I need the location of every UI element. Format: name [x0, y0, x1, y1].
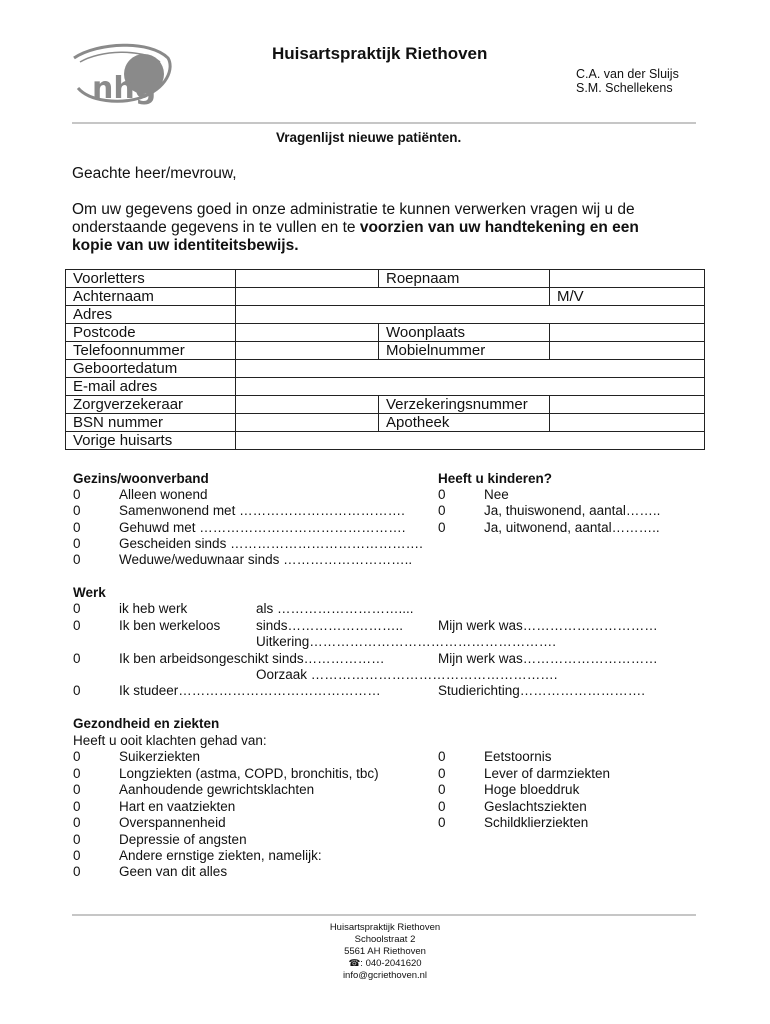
kinderen-marker-2[interactable]: 0 [438, 520, 446, 535]
kinderen-option-1: Ja, thuiswonend, aantal…….. [484, 503, 661, 518]
ziekte-right-marker-0[interactable]: 0 [438, 749, 446, 764]
label-verzekeringsnummer: Verzekeringsnummer [379, 396, 550, 414]
kinderen-option-2: Ja, uitwonend, aantal……….. [484, 520, 660, 535]
form-title: Vragenlijst nieuwe patiënten. [276, 130, 462, 145]
field-achternaam[interactable] [236, 288, 550, 306]
label-postcode: Postcode [66, 324, 236, 342]
label-achternaam: Achternaam [66, 288, 236, 306]
gezin-option-1: Samenwonend met ………………………………. [119, 503, 405, 518]
field-email[interactable] [236, 378, 705, 396]
werk-marker-1[interactable]: 0 [73, 601, 81, 616]
werk-option-heb-werk: ik heb werk [119, 601, 188, 616]
row-vorige-huisarts [66, 432, 705, 450]
footer-street: Schoolstraat 2 [354, 934, 416, 945]
footer-practice-name: Huisartspraktijk Riethoven [329, 922, 441, 933]
field-apotheek[interactable] [550, 414, 705, 432]
field-geboortedatum[interactable] [236, 360, 705, 378]
werk-oorzaak-field[interactable]: Oorzaak ………………………………………………. [256, 667, 558, 682]
ziekte-option-2: Aanhoudende gewrichtsklachten [119, 782, 315, 797]
ziekte-right-marker-1[interactable]: 0 [438, 766, 446, 781]
field-telefoon[interactable] [236, 342, 379, 360]
nhg-logo [70, 40, 174, 110]
greeting: Geachte heer/mevrouw, [72, 165, 237, 182]
ziekte-right-marker-2[interactable]: 0 [438, 782, 446, 797]
row-achternaam [66, 288, 705, 306]
gezin-marker-3[interactable]: 0 [73, 536, 81, 551]
label-geboortedatum: Geboortedatum [66, 360, 236, 378]
werk-studierichting-field[interactable]: Studierichting………………………. [438, 683, 646, 698]
patient-details-table [65, 269, 705, 450]
kinderen-option-0: Nee [484, 487, 509, 502]
gezin-option-0: Alleen wonend [119, 487, 208, 502]
werk-mijn-werk-was-2[interactable]: Mijn werk was………………………… [438, 651, 658, 666]
label-telefoon: Telefoonnummer [66, 342, 236, 360]
werk-als-field[interactable]: als ……………………….... [256, 601, 414, 616]
field-vorige-huisarts[interactable] [236, 432, 705, 450]
ziekte-option-6: Andere ernstige ziekten, namelijk: [119, 848, 322, 863]
werk-marker-2[interactable]: 0 [73, 618, 81, 633]
row-email [66, 378, 705, 396]
field-adres[interactable] [236, 306, 705, 324]
werk-marker-3[interactable]: 0 [73, 651, 81, 666]
ziekte-marker-5[interactable]: 0 [73, 832, 81, 847]
row-postcode [66, 324, 705, 342]
werk-option-studeer: Ik studeer……………………………………… [119, 683, 381, 698]
label-roepnaam: Roepnaam [379, 270, 550, 288]
label-bsn: BSN nummer [66, 414, 236, 432]
field-roepnaam[interactable] [550, 270, 705, 288]
ziekte-option-0: Suikerziekten [119, 749, 201, 764]
phone-icon: ☎ [348, 958, 361, 969]
ziekte-option-5: Depressie of angsten [119, 832, 247, 847]
label-email: E-mail adres [66, 378, 236, 396]
ziekte-marker-7[interactable]: 0 [73, 864, 81, 879]
ziekte-option-3: Hart en vaatziekten [119, 799, 236, 814]
field-zorgverzekeraar[interactable] [236, 396, 379, 414]
footer-email[interactable]: info@gcriethoven.nl [342, 970, 428, 981]
gezin-option-4: Weduwe/weduwnaar sinds ……………………….. [119, 552, 413, 567]
row-adres [66, 306, 705, 324]
werk-werkeloos-sinds-field[interactable]: sinds…………………….. [256, 618, 404, 633]
gezondheid-heading: Gezondheid en ziekten [73, 716, 220, 731]
ziekte-option-7: Geen van dit alles [119, 864, 228, 879]
row-telefoon [66, 342, 705, 360]
ziekte-right-marker-3[interactable]: 0 [438, 799, 446, 814]
ziekte-marker-0[interactable]: 0 [73, 749, 81, 764]
row-bsn [66, 414, 705, 432]
field-verzekeringsnummer[interactable] [550, 396, 705, 414]
ziekte-option-1: Longziekten (astma, COPD, bronchitis, tbc) [119, 766, 379, 781]
werk-option-arbeidsongeschikt: Ik ben arbeidsongeschikt sinds……………… [119, 651, 385, 666]
ziekte-marker-1[interactable]: 0 [73, 766, 81, 781]
row-zorgverzekeraar [66, 396, 705, 414]
doctor-name-1: C.A. van der Sluijs [576, 67, 679, 81]
logo-text: nhg [92, 71, 157, 106]
label-voorletters: Voorletters [66, 270, 236, 288]
kinderen-marker-0[interactable]: 0 [438, 487, 446, 502]
werk-marker-4[interactable]: 0 [73, 683, 81, 698]
footer-city: 5561 AH Riethoven [344, 946, 426, 957]
ziekte-right-marker-4[interactable]: 0 [438, 815, 446, 830]
werk-option-werkeloos: Ik ben werkeloos [119, 618, 221, 633]
ziekte-marker-2[interactable]: 0 [73, 782, 81, 797]
ziekte-marker-6[interactable]: 0 [73, 848, 81, 863]
gezin-marker-1[interactable]: 0 [73, 503, 81, 518]
ziekte-option-4: Overspannenheid [119, 815, 226, 830]
ziekte-right-option-1: Lever of darmziekten [484, 766, 611, 781]
label-zorgverzekeraar: Zorgverzekeraar [66, 396, 236, 414]
footer-phone: 040-2041620 [365, 958, 422, 969]
kinderen-marker-1[interactable]: 0 [438, 503, 446, 518]
label-woonplaats: Woonplaats [379, 324, 550, 342]
gezin-marker-4[interactable]: 0 [73, 552, 81, 567]
practice-title: Huisartspraktijk Riethoven [272, 44, 488, 63]
label-apotheek: Apotheek [379, 414, 550, 432]
label-adres: Adres [66, 306, 236, 324]
field-voorletters[interactable] [236, 270, 379, 288]
werk-uitkering-field[interactable]: Uitkering………………………………………………. [256, 634, 557, 649]
row-voorletters [66, 270, 705, 288]
gezin-option-3: Gescheiden sinds ……………………………………. [119, 536, 423, 551]
footer-divider [72, 914, 696, 916]
intro-plain: onderstaande gegevens in te vullen en te [72, 219, 360, 236]
intro-line-2 [72, 219, 639, 237]
ziekte-right-option-2: Hoge bloeddruk [484, 782, 580, 797]
footer [235, 922, 535, 982]
gezin-marker-2[interactable]: 0 [73, 520, 81, 535]
field-geslacht[interactable]: M/V [550, 288, 705, 306]
field-mobiel[interactable] [550, 342, 705, 360]
ziekte-marker-3[interactable]: 0 [73, 799, 81, 814]
ziekte-right-option-4: Schildklierziekten [484, 815, 589, 830]
ziekte-right-option-0: Eetstoornis [484, 749, 552, 764]
field-postcode[interactable] [236, 324, 379, 342]
intro-bold-1: voorzien van uw handtekening en een [359, 219, 639, 236]
intro-line-1: Om uw gegevens goed in onze administratie te kunnen verwerken vragen wij u de [72, 201, 635, 218]
field-bsn[interactable] [236, 414, 379, 432]
gezin-marker-0[interactable]: 0 [73, 487, 81, 502]
werk-mijn-werk-was-1[interactable]: Mijn werk was………………………… [438, 618, 658, 633]
label-mobiel: Mobielnummer [379, 342, 550, 360]
gezin-heading: Gezins/woonverband [73, 471, 209, 486]
werk-heading: Werk [73, 585, 106, 600]
header-divider [72, 122, 696, 124]
gezondheid-question: Heeft u ooit klachten gehad van: [73, 733, 267, 748]
field-woonplaats[interactable] [550, 324, 705, 342]
intro-line-3: kopie van uw identiteitsbewijs. [72, 237, 299, 254]
row-geboortedatum [66, 360, 705, 378]
footer-phone-line: ☎: 040-2041620 [348, 958, 422, 969]
label-vorige-huisarts: Vorige huisarts [66, 432, 236, 450]
gezin-option-2: Gehuwd met ………………………………………. [119, 520, 406, 535]
ziekte-right-option-3: Geslachtsziekten [484, 799, 587, 814]
kinderen-heading: Heeft u kinderen? [438, 471, 553, 486]
ziekte-marker-4[interactable]: 0 [73, 815, 81, 830]
doctor-name-2: S.M. Schellekens [576, 81, 673, 95]
